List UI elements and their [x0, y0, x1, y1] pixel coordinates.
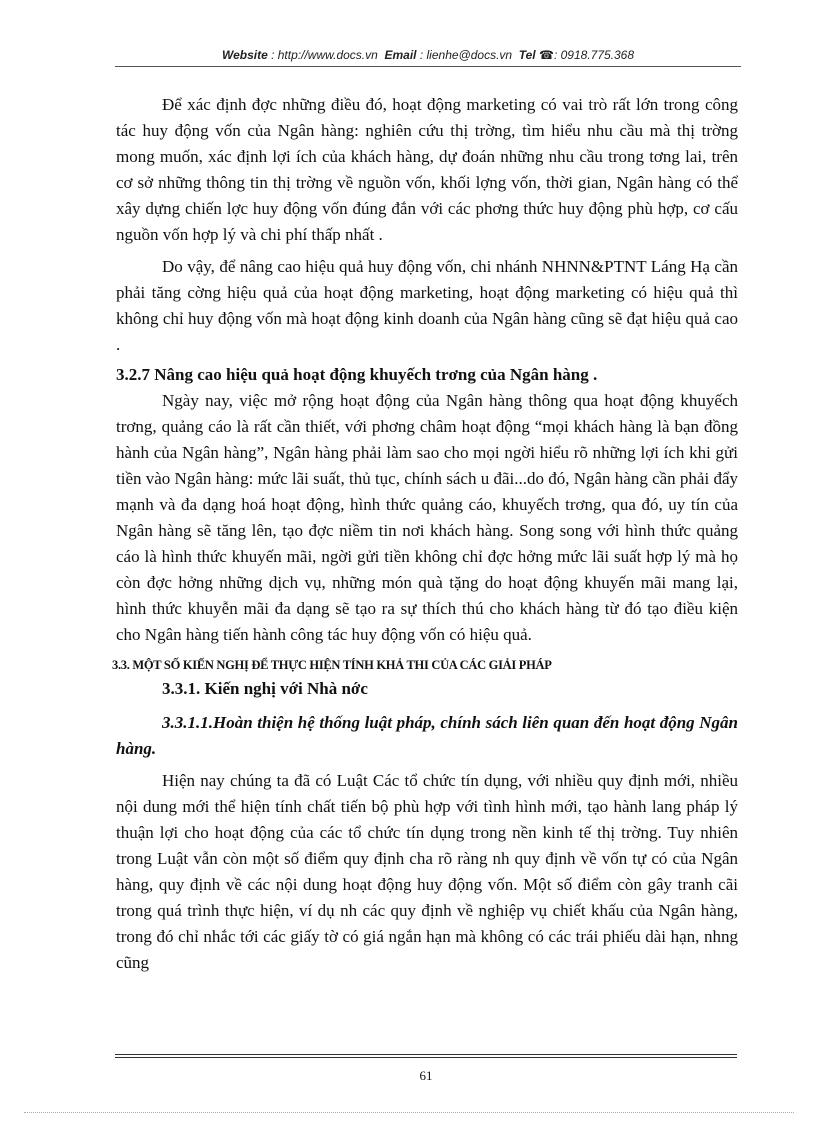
- email-value: : lienhe@docs.vn: [419, 48, 513, 62]
- paragraph-promotion: Ngày nay, việc mở rộng hoạt động của Ngân hàng thông qua hoạt động khuyếch trơng, quảng cáo là rất cần thiết, với phơng châm hoạt động “mọi khách hàng là bạn đồng hành của Ngân hàng”, Ngân hàng phải làm sao cho mọi ngời hiểu rõ những lợi ích khi gửi tiền vào Ngân hàng: mức lãi suất, thủ tục, chính sách u đãi...do đó, Ngân hàng cần phải đẩy mạnh và đa dạng hoá hoạt động, hình thức quảng cáo, khuyếch trơng, qua đó, uy tín của Ngân hàng sẽ tăng lên, tạo đợc niềm tin nơi khách hàng. Song song với hình thức quảng cáo là hình thức khuyến mãi, ngời gửi tiền không chỉ đợc hởng mức lãi suất hợp lý mà họ còn đợc hởng những dịch vụ, những món quà tặng do hoạt động khuyến mãi mang lại, hình thức khuyễn mãi đa dạng sẽ tạo ra sự thích thú cho khách hàng từ đó tạo điều kiện cho Ngân hàng tiến hành công tác huy động vốn có hiệu quả.: [116, 391, 738, 644]
- tel-label: Tel: [518, 48, 536, 62]
- heading-3-3-1-1: 3.3.1.1.Hoàn thiện hệ thống luật pháp, chính sách liên quan đến hoạt động Ngân hàng.: [116, 713, 738, 758]
- email-label: Email: [384, 48, 417, 62]
- header-divider: [115, 66, 741, 67]
- page-edge-dots: [24, 1112, 794, 1113]
- heading-3-2-7: 3.2.7 Nâng cao hiệu quả hoạt động khuyếch trơng của Ngân hàng .: [116, 365, 598, 384]
- website-value: : http://www.docs.vn: [271, 48, 378, 62]
- footer-divider-top: [115, 1054, 737, 1055]
- footer-divider-bottom: [115, 1057, 737, 1058]
- tel-value: : 0918.775.368: [553, 48, 635, 62]
- paragraph-marketing-conclusion: Do vậy, để nâng cao hiệu quả huy động vốn, chi nhánh NHNN&PTNT Láng Hạ cần phải tăng cờng hiệu quả của hoạt động marketing, hoạt động marketing có hiệu quả thì không chỉ huy động vốn mà hoạt động kinh doanh của Ngân hàng cũng sẽ đạt hiệu quả cao .: [116, 257, 738, 354]
- paragraph-marketing-role: Để xác định đợc những điều đó, hoạt động marketing có vai trò rất lớn trong công tác huy động vốn của Ngân hàng: nghiên cứu thị trờng, tìm hiểu nhu cầu mà thị trờng mong muốn, xác định lợi ích của khách hàng, dự đoán những nhu cầu trong tơng lai, trên cơ sở những thông tin thị trờng về nguồn vốn, khối lợng vốn, thời gian, Ngân hàng có thể xây dựng chiến lợc huy động vốn đúng đắn với các phơng thức huy động phù hợp, cơ cấu nguồn vốn hợp lý và chi phí thấp nhất .: [116, 95, 738, 244]
- page-number: 61: [419, 1068, 433, 1083]
- page-header: [115, 48, 741, 62]
- phone-icon: ☎: [539, 48, 554, 62]
- heading-3-3: 3.3. MỘT SỐ KIẾN NGHỊ ĐỂ THỰC HIỆN TÍNH KHẢ THI CỦA CÁC GIẢI PHÁP: [112, 658, 552, 672]
- website-label: Website: [221, 48, 268, 62]
- paragraph-legal-framework: Hiện nay chúng ta đã có Luật Các tổ chức tín dụng, với nhiều quy định mới, nhiều nội dung mới thể hiện tính chất tiến bộ phù hợp với tình hình mới, tạo hành lang pháp lý thuận lợi cho hoạt động của các tổ chức tín dụng trong nền kinh tế thị trờng. Tuy nhiên trong Luật vẫn còn một số điểm quy định cha rõ ràng nh quy định về vốn tự có của Ngân hàng, quy định về các nội dung hoạt động huy động vốn. Một số điểm còn gây tranh cãi trong quá trình thực hiện, ví dụ nh các quy định về nghiệp vụ chiết khấu của Ngân hàng, trong đó chỉ nhắc tới các giấy tờ có giá ngắn hạn mà không có các trái phiếu dài hạn, nhng cũng: [116, 771, 738, 972]
- heading-3-3-1: 3.3.1. Kiến nghị với Nhà nớc: [162, 679, 368, 698]
- document-body: [112, 92, 738, 976]
